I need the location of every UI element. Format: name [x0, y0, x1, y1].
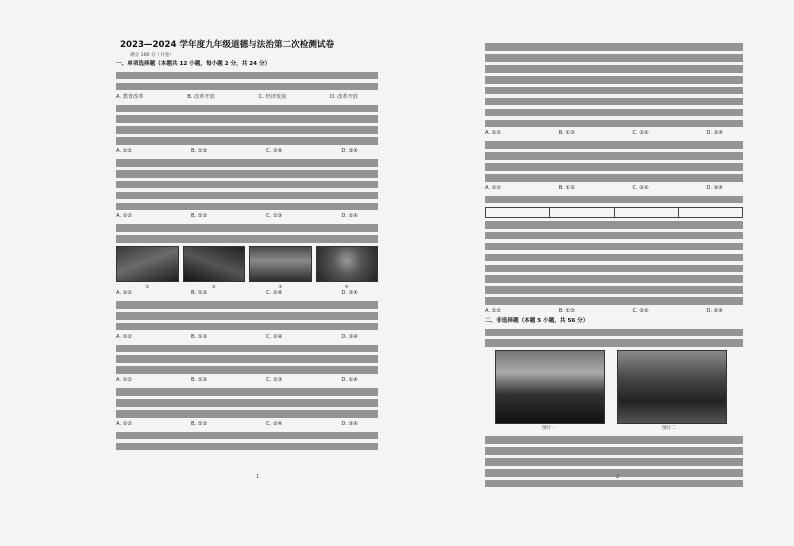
option-c: C. ②④: [266, 333, 283, 340]
question-13-photo-captions: [495, 425, 743, 433]
option-a: A. ①②: [116, 148, 133, 155]
question-7: [116, 388, 378, 417]
question-4-options: [116, 290, 378, 298]
table-cell: [679, 208, 742, 217]
table-cell: [486, 208, 550, 217]
option-d: D. ③④: [341, 148, 358, 155]
question-13-prompts: [485, 436, 743, 487]
question-5: [116, 301, 378, 330]
table-cell: [550, 208, 614, 217]
question-10-options: [485, 185, 743, 193]
option-d: D. ②④: [341, 377, 358, 384]
option-c: C. ②④: [632, 308, 649, 315]
option-c: C. 经济发展: [258, 93, 287, 100]
photo: [116, 246, 179, 282]
question-8: [116, 432, 378, 450]
option-d: D. ③④: [341, 290, 358, 297]
question-11-options: [485, 221, 743, 250]
photo: [183, 246, 246, 282]
option-d: D. ②④: [341, 213, 358, 220]
option-b: B. ①③: [191, 420, 208, 427]
option-d: D. ③④: [341, 333, 358, 340]
question-13-intro: [485, 329, 743, 347]
question-4: [116, 224, 378, 242]
option-d: D. 改革开放: [329, 93, 358, 100]
option-c: C. ②④: [632, 130, 649, 137]
option-a: A. ①②: [116, 420, 133, 427]
option-b: B. ①③: [558, 184, 575, 191]
option-b: B. 改革开放: [187, 93, 215, 100]
question-12: [485, 254, 743, 305]
option-d: D. ③④: [341, 420, 358, 427]
option-a: A. ①②: [485, 184, 502, 191]
question-6-options: [116, 377, 378, 385]
question-8-continued: [485, 43, 743, 72]
option-b: B. ①③: [191, 333, 208, 340]
page-number: 1: [256, 474, 260, 480]
option-a: A. 教育改革: [116, 93, 144, 100]
option-c: C. ②③: [266, 213, 283, 220]
option-d: D. ③④: [706, 184, 723, 191]
option-c: C. ②④: [632, 184, 649, 191]
page-two: [485, 40, 743, 510]
question-1: [116, 72, 378, 90]
caption: ②: [211, 284, 216, 290]
question-6: [116, 345, 378, 374]
option-a: A. ①②: [485, 308, 502, 315]
question-9: [485, 76, 743, 127]
question-2-options: [116, 148, 378, 156]
option-a: A. ①②: [116, 333, 133, 340]
exam-title: 2023—2024 学年度九年级道德与法治第二次检测试卷: [120, 40, 335, 50]
table-cell: [615, 208, 679, 217]
option-b: B. ①③: [558, 130, 575, 137]
option-c: C. ②④: [266, 290, 283, 297]
question-11-timeline-table: [485, 207, 743, 218]
option-a: A. ①②: [485, 130, 502, 137]
caption: ③: [278, 284, 283, 290]
photo: [495, 350, 605, 424]
option-b: B. ①③: [191, 377, 208, 384]
question-12-options: [485, 308, 743, 316]
question-10: [485, 141, 743, 181]
option-a: A. ①②: [116, 377, 133, 384]
page-number: 2: [616, 474, 620, 480]
option-c: C. ②④: [266, 420, 283, 427]
question-3: [116, 159, 378, 210]
option-b: B. ①③: [558, 308, 575, 315]
photo: [316, 246, 379, 282]
page-one: [116, 40, 378, 510]
option-a: A. ①②: [116, 213, 133, 220]
option-c: C. ②③: [266, 377, 283, 384]
option-d: D. ③④: [706, 308, 723, 315]
option-d: D. ③④: [706, 130, 723, 137]
question-3-options: [116, 213, 378, 221]
photo: [617, 350, 727, 424]
caption: 图片二: [662, 426, 676, 432]
question-7-options: [116, 421, 378, 429]
section-one-heading: 一、单项选择题（本题共 12 小题，每小题 2 分，共 24 分）: [116, 61, 271, 67]
option-b: B. ①③: [191, 148, 208, 155]
exam-subtitle: 满分 100 分（开卷）: [130, 53, 174, 58]
question-5-options: [116, 334, 378, 342]
question-9-options: [485, 130, 743, 138]
photo: [249, 246, 312, 282]
option-b: B. ①③: [191, 213, 208, 220]
caption: 图片一: [542, 426, 556, 432]
caption: ④: [344, 284, 349, 290]
option-a: A. ①②: [116, 290, 133, 297]
section-two-heading: 二、非选择题（本题 5 小题，共 56 分）: [485, 317, 589, 324]
caption: ①: [145, 284, 150, 290]
option-c: C. ②④: [266, 148, 283, 155]
question-2: [116, 105, 378, 145]
question-11: [485, 196, 743, 204]
question-4-images: [116, 246, 378, 282]
question-13-photos: [495, 350, 743, 424]
option-b: B. ①③: [191, 290, 208, 297]
question-1-options: [116, 94, 378, 102]
